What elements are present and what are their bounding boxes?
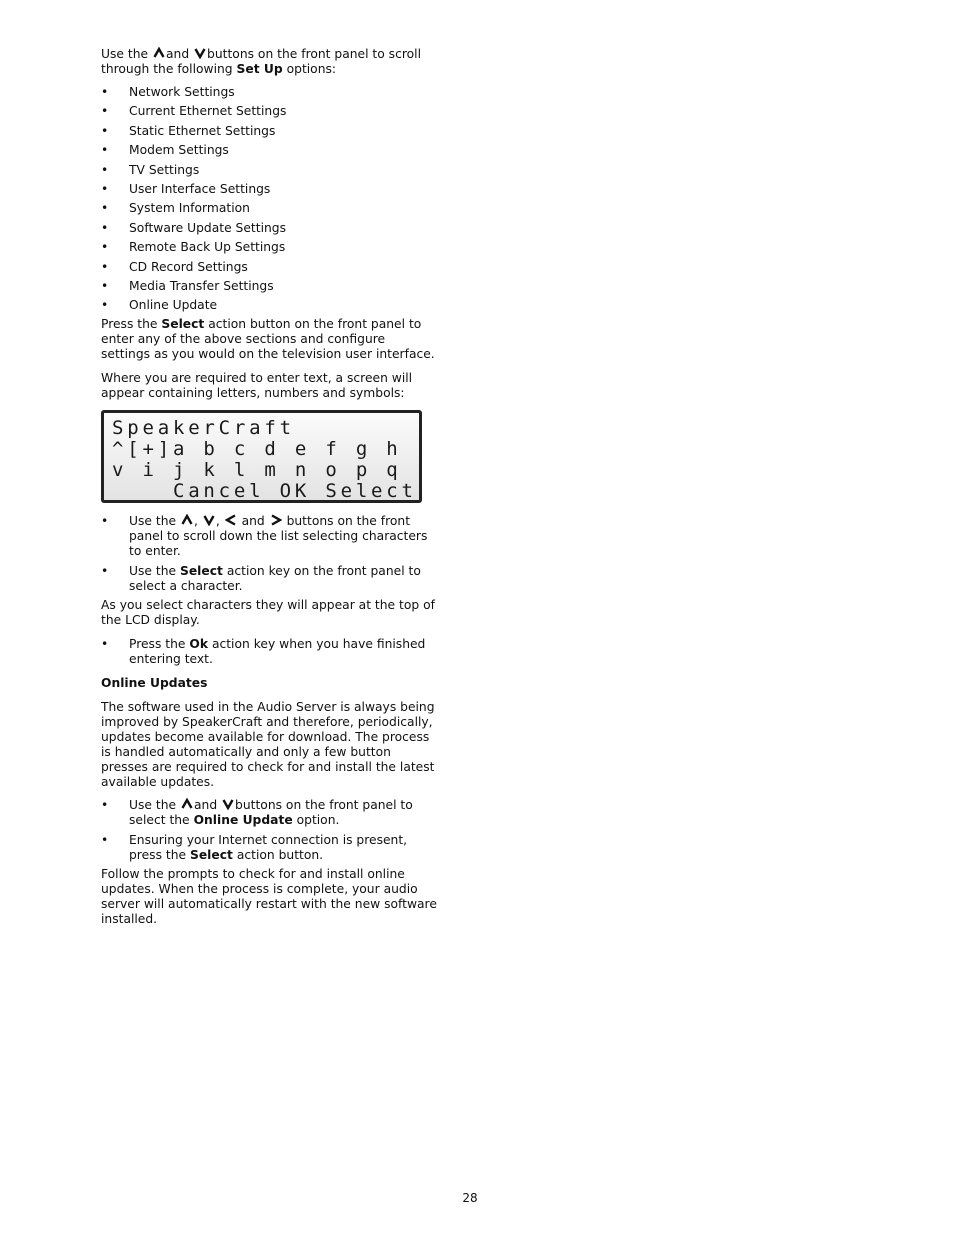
- text-entry-paragraph: Where you are required to enter text, a screen will appear containing letters, numbers and symbols:: [101, 371, 413, 401]
- list-item: • Network Settings: [101, 85, 437, 100]
- select-para-text-a: Press the: [101, 317, 158, 332]
- list-item: • Software Update Settings: [101, 221, 437, 236]
- list-item: • Media Transfer Settings: [101, 279, 437, 294]
- list-item: • User Interface Settings: [101, 182, 437, 197]
- entry-bullets: [101, 514, 437, 593]
- list-item: • System Information: [101, 201, 437, 216]
- list-item: • Use the , , and buttons on the front panel to scroll down the list selecting characters to enter.: [101, 514, 437, 559]
- intro-text-4: options:: [286, 62, 337, 76]
- select-paragraph: [101, 317, 437, 362]
- ok-bullet-list: [101, 637, 437, 667]
- list-item: • Remote Back Up Settings: [101, 240, 437, 255]
- select-label: Select: [161, 317, 205, 332]
- list-item: • Press the Ok action key when you have finished entering text.: [101, 637, 437, 667]
- lcd-line-1: SpeakerCraft: [112, 417, 295, 440]
- list-item: • Ensuring your Internet connection is present, press the Select action button.: [101, 833, 437, 863]
- intro-paragraph: [101, 47, 437, 77]
- list-item: • TV Settings: [101, 163, 437, 178]
- up-arrow-icon: [181, 514, 193, 526]
- up-arrow-icon: [181, 798, 193, 810]
- lcd-line-3: v i j k l m n o p q: [112, 459, 402, 482]
- intro-text-3: buttons on the front panel to scroll through the following: [101, 47, 421, 76]
- follow-paragraph: Follow the prompts to check for and install online updates. When the process is complete, your audio server will automatically restart with the new software installed.: [101, 866, 437, 926]
- list-item: • Online Update: [101, 298, 437, 313]
- page-content: [101, 47, 437, 927]
- page-number: 28: [462, 1191, 478, 1205]
- list-item: • Use the Select action key on the front panel to select a character.: [101, 564, 437, 594]
- down-arrow-icon: [203, 514, 215, 526]
- down-arrow-icon: [222, 798, 234, 810]
- down-arrow-icon: [194, 47, 206, 59]
- list-item: • Static Ethernet Settings: [101, 124, 437, 139]
- list-item: • Use the and buttons on the front panel to select the Online Update option.: [101, 798, 437, 828]
- online-updates-heading: Online Updates: [101, 675, 208, 690]
- chars-paragraph: As you select characters they will appear at the top of the LCD display.: [101, 597, 435, 627]
- left-arrow-icon: [225, 514, 237, 526]
- intro-text-1: Use the: [101, 47, 149, 61]
- setup-label: Set Up: [236, 62, 283, 76]
- right-arrow-icon: [270, 514, 282, 526]
- up-arrow-icon: [153, 47, 165, 59]
- lcd-line-2: ^[+]a b c d e f g h: [112, 438, 402, 461]
- list-item: • Modem Settings: [101, 143, 437, 158]
- lcd-line-4: Cancel OK Select: [112, 480, 417, 503]
- select-para-text-b: action button on the front panel to enter any of the above sections and configure settings as you would on the television user interface.: [101, 317, 435, 362]
- online-bullets: [101, 798, 437, 863]
- list-item: • Current Ethernet Settings: [101, 104, 437, 119]
- lcd-display: [101, 410, 422, 503]
- setup-options-list: [101, 85, 437, 313]
- list-item: • CD Record Settings: [101, 260, 437, 275]
- online-paragraph: The software used in the Audio Server is always being improved by SpeakerCraft and therefore, periodically, updates become available for download. The process is handled automatically and only a few button presses are required to check for and install the latest available updates.: [101, 699, 435, 789]
- intro-text-2: and: [165, 47, 190, 61]
